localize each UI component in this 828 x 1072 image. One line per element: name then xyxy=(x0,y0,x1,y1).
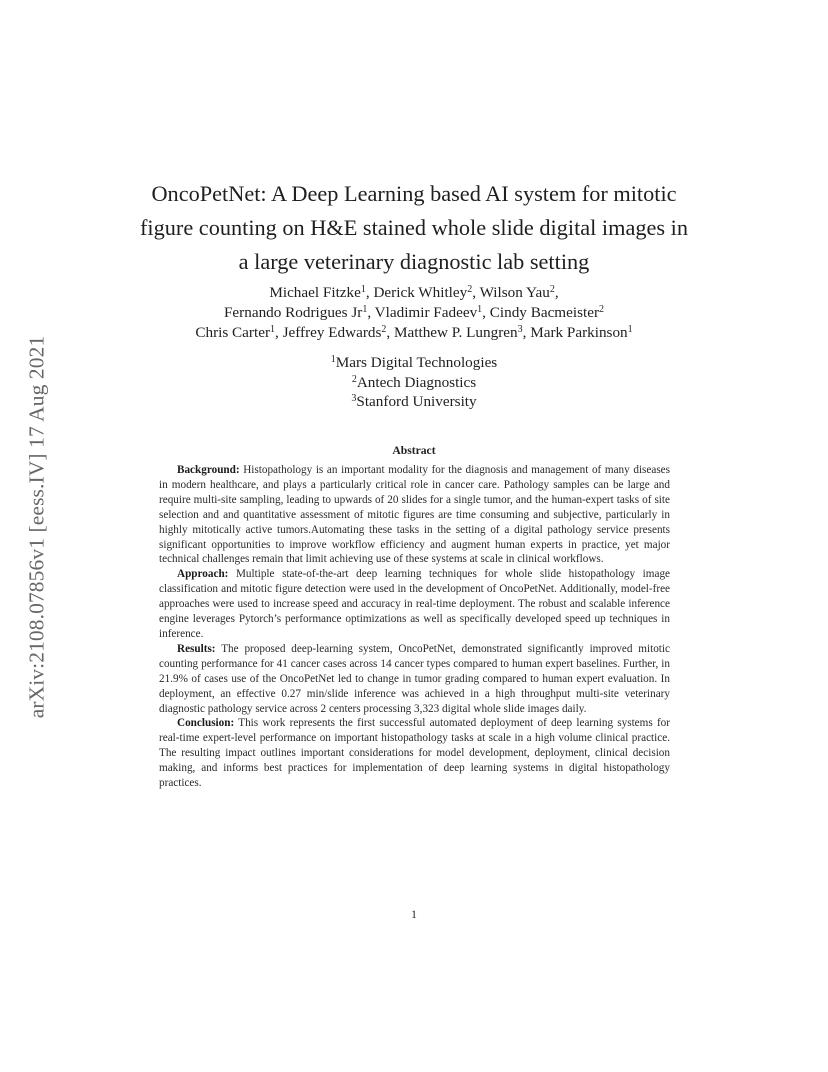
author-name: Jeffrey Edwards xyxy=(282,324,382,341)
paragraph-text: Histopathology is an important modality for the diagnosis and management of many diseases in modern healthcare, and plays a particularly critical role in cancer care. Pathology samples can be large and require multi-site sampling, leading to upwards of 20 slides for a single tumor, and the human-expert tasks of site selection and and quantitative assessment of mitotic figures are time consuming and subjective, particularly in highly mitotically active tumors.Automating these tasks in the setting of a digital pathology service presents significant opportunities to improve workflow efficiency and augment human experts in practice, yet major technical challenges remain that limit achieving use of these systems at scale in clinical workflows. xyxy=(159,464,671,566)
author-name: Wilson Yau xyxy=(479,284,550,301)
abstract-paragraph-conclusion xyxy=(159,716,670,791)
arxiv-stamp: arXiv:2108.07856v1 [eess.IV] 17 Aug 2021 xyxy=(24,335,49,719)
title-line: OncoPetNet: A Deep Learning based AI system for mitotic xyxy=(151,181,677,206)
author-name: Chris Carter xyxy=(195,324,270,341)
author-name: Vladimir Fadeev xyxy=(374,304,478,321)
affiliation xyxy=(110,392,718,412)
author-name: Fernando Rodrigues Jr xyxy=(223,304,363,321)
affiliation-name: Mars Digital Technologies xyxy=(335,354,498,371)
author-affiliation-mark: 1 xyxy=(270,324,275,335)
abstract-heading: Abstract xyxy=(392,444,436,457)
abstract-paragraph-approach xyxy=(159,567,670,642)
author-name: Mark Parkinson xyxy=(530,324,628,341)
paragraph-text: This work represents the first successful automated deployment of deep learning systems for real-time expert-level performance on important histopathology tasks at scale in a high volume clinical practice. The resulting impact outlines important considerations for model development, deployment, clinical decision making, and informs best practices for implementation of deep learning systems in digital histopathology practices. xyxy=(159,717,670,790)
abstract-body xyxy=(159,463,670,791)
affiliation-number: 3 xyxy=(351,393,357,404)
affiliation-name: Stanford University xyxy=(356,393,477,410)
affiliation-list xyxy=(110,353,718,412)
author-name: Matthew P. Lungren xyxy=(394,324,518,341)
paragraph-text: Multiple state-of-the-art deep learning techniques for whole slide histopathology image classification and mitotic figure detection were used in the development of OncoPetNet. Additionally, model-free approaches were used to increase speed and accuracy in real-time deployment. The robust and scalable inference engine leverages Pytorch’s performance optimizations as well as specifically developed speed up techniques in inference. xyxy=(159,568,671,640)
author-name: Cindy Bacmeister xyxy=(489,304,600,321)
affiliation-number: 1 xyxy=(330,354,336,365)
affiliation xyxy=(110,373,718,393)
author-affiliation-mark: 2 xyxy=(599,304,605,315)
paragraph-text: The proposed deep-learning system, OncoPetNet, demonstrated significantly improved mitotic counting performance for 41 cancer cases across 14 cancer types compared to human expert baselines. Further, in 21.9% of cases use of the OncoPetNet led to change in tumor grading compared to human expert evaluation. In deployment, an effective 0.27 min/slide inference was achieved in a high throughput multi-site veterinary diagnostic pathology service across 2 centers processing 3,323 digital whole slide images daily. xyxy=(159,642,670,715)
author-name: Michael Fitzke xyxy=(269,284,361,301)
author-affiliation-mark: 1 xyxy=(362,304,368,315)
paper-title xyxy=(110,177,718,279)
author-line: Fernando Rodrigues Jr$^1$, Vladimir Fadeev$^1$, Cindy Bacmeister$^2$ xyxy=(223,304,605,321)
author-affiliation-mark: 1 xyxy=(360,284,366,295)
author-line: Michael Fitzke$^1$, Derick Whitley$^2$, Wilson Yau$^2$, xyxy=(269,284,559,301)
author-line: Chris Carter$^1$, Jeffrey Edwards$^2$, Matthew P. Lungren$^3$, Mark Parkinson$^1$ xyxy=(195,324,633,341)
abstract-paragraph-results xyxy=(159,642,670,717)
author-affiliation-mark: 1 xyxy=(477,304,483,315)
author-name: Derick Whitley xyxy=(373,284,468,301)
author-affiliation-mark: 2 xyxy=(549,284,555,295)
title-line: a large veterinary diagnostic lab setting xyxy=(238,249,590,274)
affiliation-name: Antech Diagnostics xyxy=(356,373,477,391)
paragraph-label: Approach: xyxy=(177,568,229,581)
page-number: 1 xyxy=(411,907,417,921)
title-line: figure counting on H&E stained whole slide digital images in xyxy=(139,215,689,240)
author-list xyxy=(110,283,718,343)
paragraph-label: Background: xyxy=(177,464,240,476)
abstract-paragraph-background xyxy=(159,463,670,567)
paragraph-label: Results: xyxy=(177,642,216,655)
author-affiliation-mark: 1 xyxy=(627,324,633,335)
affiliation-number: 2 xyxy=(351,373,357,385)
paragraph-label: Conclusion: xyxy=(177,717,235,730)
author-affiliation-mark: 3 xyxy=(517,324,523,335)
affiliation xyxy=(110,353,718,373)
author-affiliation-mark: 2 xyxy=(381,324,387,335)
author-affiliation-mark: 2 xyxy=(467,284,473,295)
